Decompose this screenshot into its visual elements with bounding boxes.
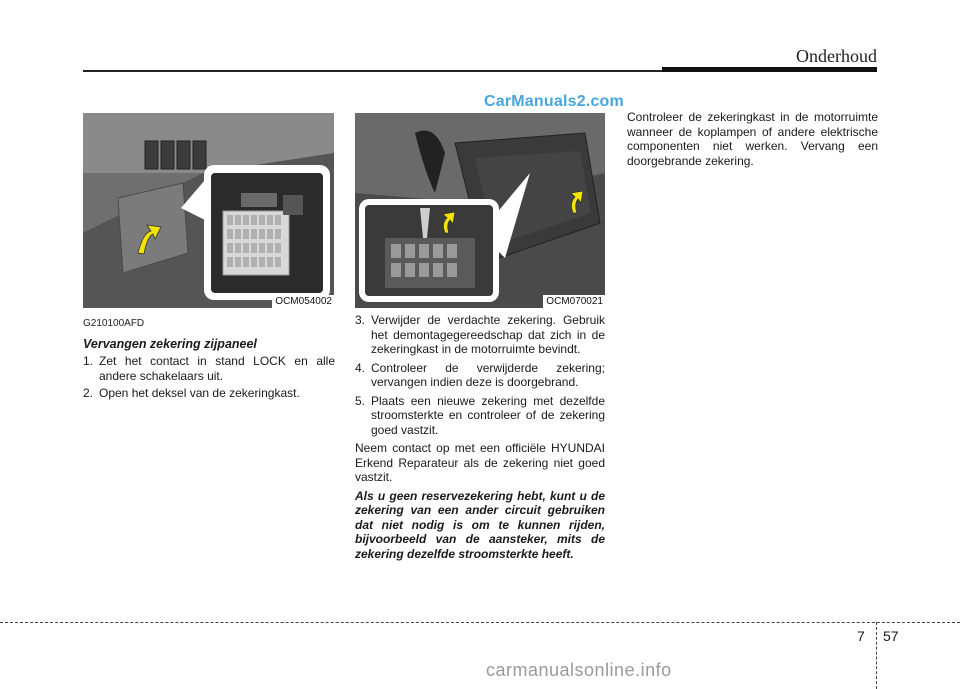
- paragraph: Neem contact op met een officiële HYUNDAI Erkend Reparateur als de zekering niet goed vastzit.: [355, 441, 605, 484]
- step-text: Zet het contact in stand LOCK en alle andere schakelaars uit.: [99, 354, 335, 383]
- step-item: [83, 354, 335, 383]
- left-photo: [83, 113, 334, 308]
- middle-column: [355, 313, 605, 561]
- image-code-label: OCM054002: [272, 295, 334, 308]
- step-number: 3.: [355, 313, 366, 327]
- step-number: 1.: [83, 354, 94, 368]
- watermark-top: CarManuals2.com: [484, 93, 624, 110]
- step-number: 4.: [355, 360, 366, 375]
- header-rule-thick: [662, 67, 877, 72]
- step-item: [355, 313, 605, 357]
- section-title: Onderhoud: [796, 46, 877, 66]
- chapter-number: 7: [857, 628, 865, 644]
- subheading: Vervangen zekering zijpaneel: [83, 336, 257, 351]
- step-item: [355, 394, 605, 438]
- step-text: Controleer de verwijderde zekering; vervangen indien deze is doorgebrand.: [371, 360, 605, 389]
- step-text: Verwijder de verdachte zekering. Gebruik het demontagegereedschap dat zich in de zekeringkast in de motorruimte bevindt.: [371, 313, 605, 356]
- footer-divider: [876, 622, 877, 689]
- right-paragraph: Controleer de zekeringkast in de motorruimte wanneer de koplampen of andere elektrische componenten niet werken. Vervang een doorgebrande zekering.: [627, 110, 878, 168]
- step-text: Plaats een nieuwe zekering met dezelfde stroomsterkte en controleer of de zekering goed vastzit.: [371, 393, 605, 437]
- middle-photo: [355, 113, 605, 308]
- footer-rule: [0, 622, 960, 623]
- note: Als u geen reservezekering hebt, kunt u de zekering van een ander circuit gebruiken dat niet nodig is om te kunnen rijden, bijvoorbeeld van de aansteker, mits de zekering dezelfde stroomsterkte heeft.: [355, 488, 605, 561]
- image-code-label: OCM070021: [543, 295, 605, 308]
- header-rule: [83, 70, 663, 72]
- left-column: [83, 317, 335, 401]
- step-item: [83, 386, 335, 401]
- step-item: [355, 361, 605, 390]
- step-number: 5.: [355, 393, 366, 408]
- engine-fuse-box-photo: [355, 113, 605, 308]
- step-number: 2.: [83, 386, 94, 400]
- fuse-panel-photo: [83, 113, 334, 308]
- section-code: G210100AFD: [83, 318, 145, 329]
- page-number: 57: [883, 628, 899, 644]
- step-text: Open het deksel van de zekeringkast.: [99, 386, 300, 400]
- watermark-bottom: carmanualsonline.info: [486, 660, 672, 680]
